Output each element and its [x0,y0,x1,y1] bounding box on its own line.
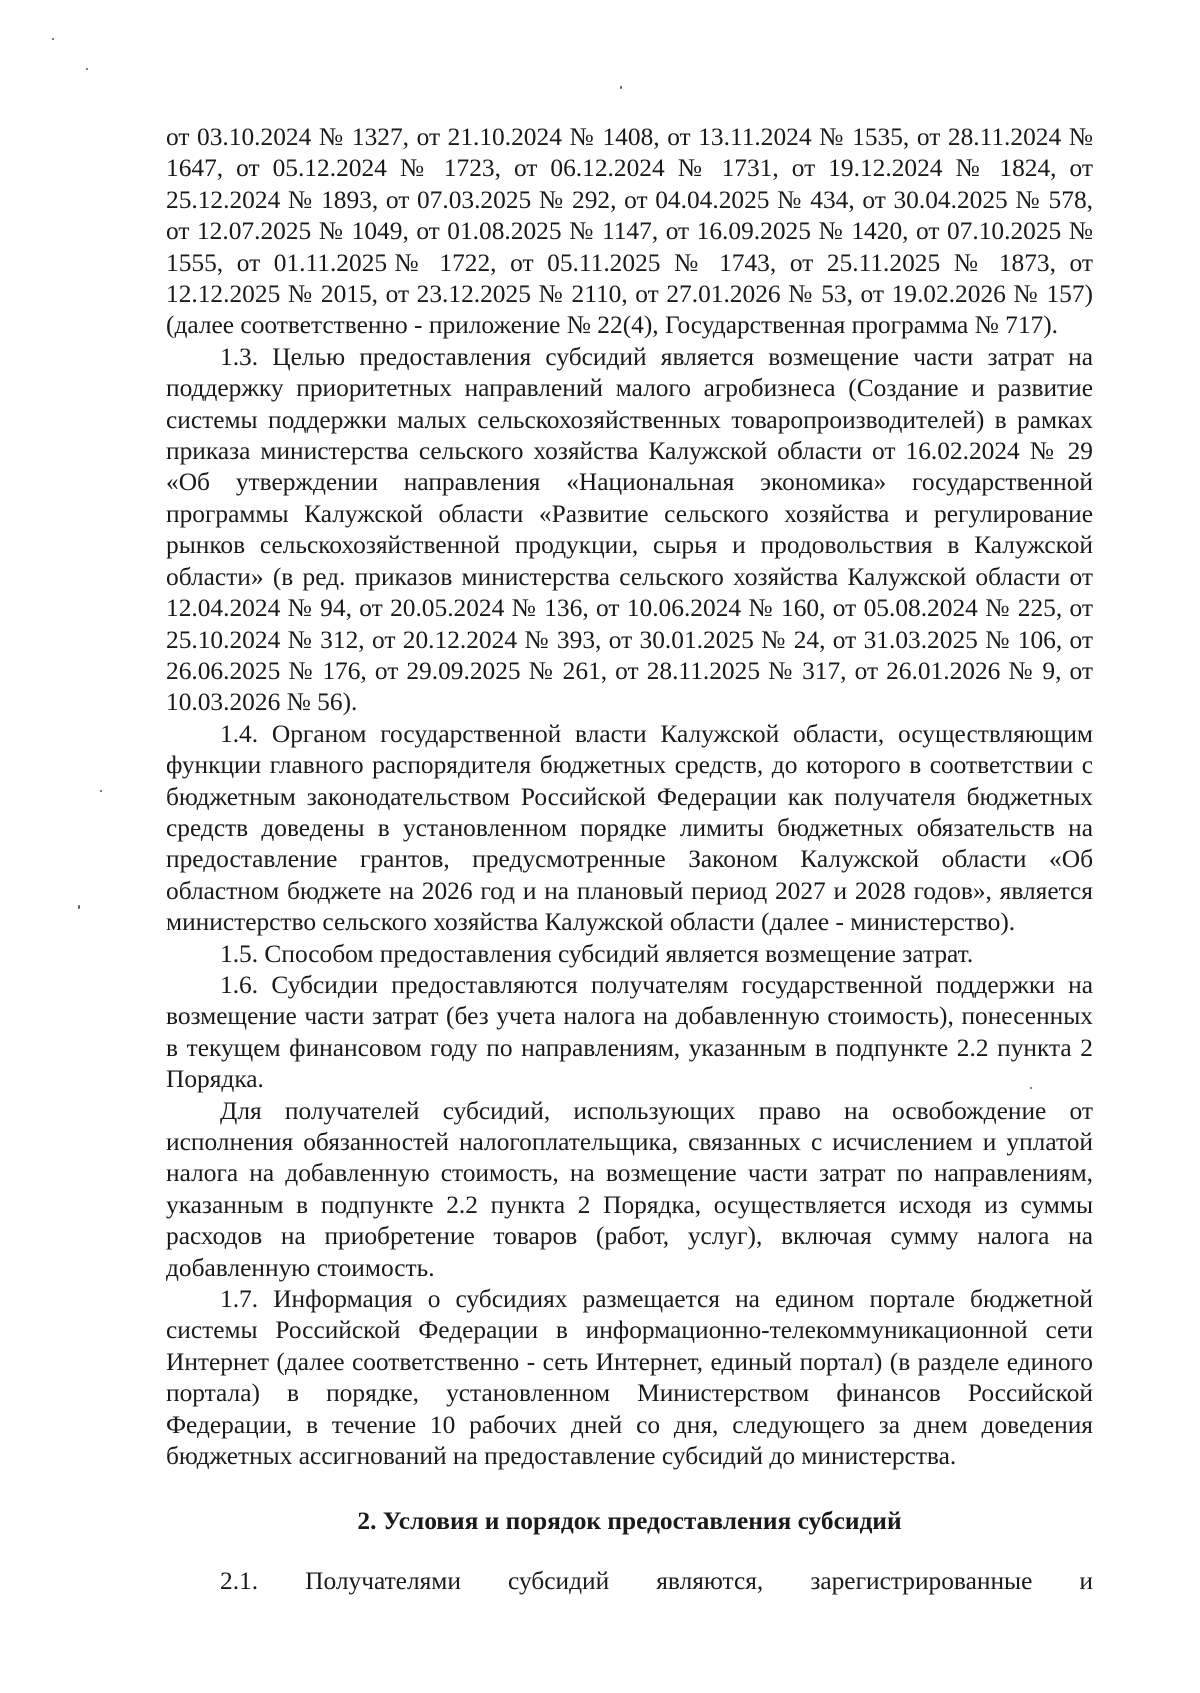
paragraph-1-7: 1.7. Информация о субсидиях размещается на едином портале бюджетной системы Российской Федерации в информационно-телекоммуникационной сети Интернет (далее соответственно - сеть Интернет, единый портал) (в разделе единого портала) в порядке, установленном Министерством финансов Российской Федерации, в течение 10 рабочих дней со дня, следующего за днем доведения бюджетных ассигнований на предоставление субсидий до министерства. [166,1285,1093,1471]
scan-speck [78,905,80,909]
paragraph-1-5: 1.5. Способом предоставления субсидий является возмещение затрат. [220,939,974,968]
document-page [166,122,1093,1597]
paragraph-1-4: 1.4. Органом государственной власти Калужской области, осуществляющим функции главного распорядителя бюджетных средств, до которого в соответствии с бюджетным законодательством Российской Федерации как получателя бюджетных средств доведены в установленном порядке лимиты бюджетных обязательств на предоставление грантов, предусмотренные Законом Калужской области «Об областном бюджете на 2026 год и на плановый период 2027 и 2028 годов», является министерство сельского хозяйства Калужской области (далее - министерство). [166,719,1093,937]
scan-speck [86,68,88,70]
scan-speck [620,86,622,89]
paragraph-2-1-start [166,1566,1093,1597]
word: 2.1. [220,1566,259,1595]
paragraph-intro: от 03.10.2024 № 1327, от 21.10.2024 № 1408, от 13.11.2024 № 1535, от 28.11.2024 № 1647, от 05.12.2024 № 1723, от 06.12.2024 № 1731, от 19.12.2024 № 1824, от 25.12.2024 № 1893, от 07.03.2025 № 292, от 04.04.2025 № 434, от 30.04.2025 № 578, от 12.07.2025 № 1049, от 01.08.2025 № 1147, от 16.09.2025 № 1420, от 07.10.2025 № 1555, от 01.11.2025№ 1722, от 05.11.2025 № 1743, от 25.11.2025 № 1873, от 12.12.2025 № 2015, от 23.12.2025 № 2110, от 27.01.2026 № 53, от 19.02.2026 № 157) (далее соответственно - приложение № 22(4), Государственная программа № 717). [166,123,1093,340]
word: Получателями [305,1566,461,1595]
section-2-heading: 2. Условия и порядок предоставления субсидий [357,1507,902,1536]
word: и [1079,1566,1093,1595]
paragraph-1-3: 1.3. Целью предоставления субсидий является возмещение части затрат на поддержку приоритетных направлений малого агробизнеса (Создание и развитие системы поддержки малых сельскохозяйственных товаропроизводителей) в рамках приказа министерства сельского хозяйства Калужской области от 16.02.2024 № 29 «Об утверждении направления «Национальная экономика» государственной программы Калужской области «Развитие сельского хозяйства и регулирование рынков сельскохозяйственной продукции, сырья и продовольствия в Калужской области» (в ред. приказов министерства сельского хозяйства Калужской области от 12.04.2024 № 94, от 20.05.2024 № 136, от 10.06.2024 № 160, от 05.08.2024 № 225, от 25.10.2024 № 312, от 20.12.2024 № 393, от 30.01.2025 № 24, от 31.03.2025 № 106, от 26.06.2025 № 176, от 29.09.2025 № 261, от 28.11.2025 № 317, от 26.01.2026 № 9, от 10.03.2026 № 56). [166,342,1093,717]
scan-speck [100,790,102,792]
paragraph-1-6: 1.6. Субсидии предоставляются получателям государственной поддержки на возмещение части затрат (без учета налога на добавленную стоимость), понесенных в текущем финансовом году по направлениям, указанным в подпункте 2.2 пункта 2 Порядка. [166,970,1093,1094]
word: являются, [656,1566,764,1595]
scan-speck [52,38,54,40]
paragraph-1-6-vat: Для получателей субсидий, использующих право на освобождение от исполнения обязанностей налогоплательщика, связанных с исчислением и уплатой налога на добавленную стоимость, на возмещение части затрат по направлениям, указанным в подпункте 2.2 пункта 2 Порядка, осуществляется исходя из суммы расходов на приобретение товаров (работ, услуг), включая сумму налога на добавленную стоимость. [166,1096,1093,1282]
word: зарегистрированные [810,1566,1033,1595]
word: субсидий [508,1566,610,1595]
